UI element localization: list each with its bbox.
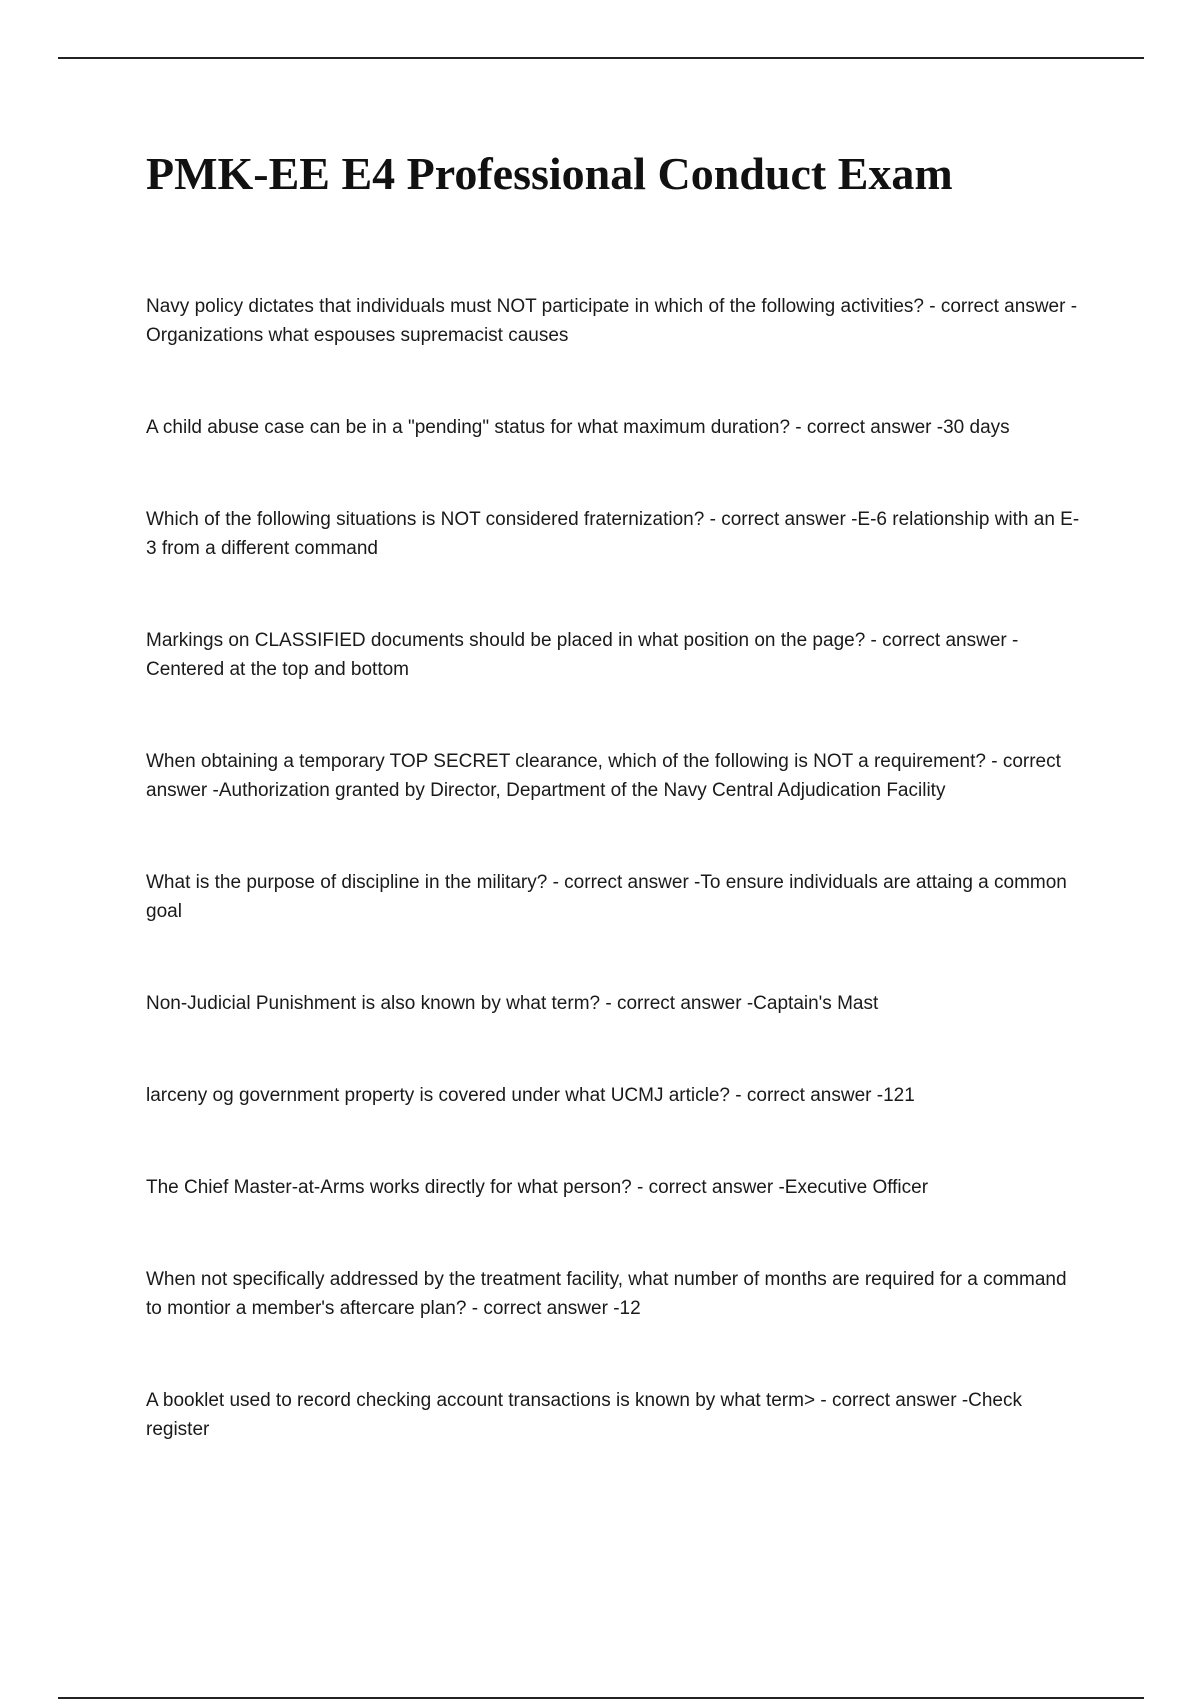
qa-item: The Chief Master-at-Arms works directly for what person? - correct answer -Executive Officer bbox=[146, 1177, 929, 1198]
qa-item: What is the purpose of discipline in the military? - correct answer -To ensure individuals are attaing a common goal bbox=[146, 872, 1067, 922]
qa-item: larceny og government property is covered under what UCMJ article? - correct answer -121 bbox=[146, 1085, 915, 1106]
qa-item: Which of the following situations is NOT considered fraternization? - correct answer -E-6 relationship with an E-3 from a different command bbox=[146, 509, 1080, 559]
qa-item: When obtaining a temporary TOP SECRET clearance, which of the following is NOT a requirement? - correct answer -Authorization granted by Director, Department of the Navy Central Adjudication Facility bbox=[146, 751, 1061, 801]
qa-item: Navy policy dictates that individuals must NOT participate in which of the following activities? - correct answer -Organizations what espouses supremacist causes bbox=[146, 296, 1078, 346]
qa-item: A child abuse case can be in a "pending" status for what maximum duration? - correct answer -30 days bbox=[146, 417, 1010, 438]
qa-item: Markings on CLASSIFIED documents should be placed in what position on the page? - correct answer -Centered at the top and bottom bbox=[146, 630, 1019, 680]
page-title: PMK-EE E4 Professional Conduct Exam bbox=[146, 148, 953, 199]
qa-item: When not specifically addressed by the treatment facility, what number of months are required for a command to montior a member's aftercare plan? - correct answer -12 bbox=[146, 1269, 1067, 1319]
qa-item: Non-Judicial Punishment is also known by what term? - correct answer -Captain's Mast bbox=[146, 993, 879, 1014]
top-divider bbox=[58, 57, 1144, 59]
qa-list bbox=[146, 292, 1086, 1444]
qa-item: A booklet used to record checking account transactions is known by what term> - correct answer -Check register bbox=[146, 1390, 1022, 1440]
bottom-divider bbox=[58, 1697, 1144, 1699]
